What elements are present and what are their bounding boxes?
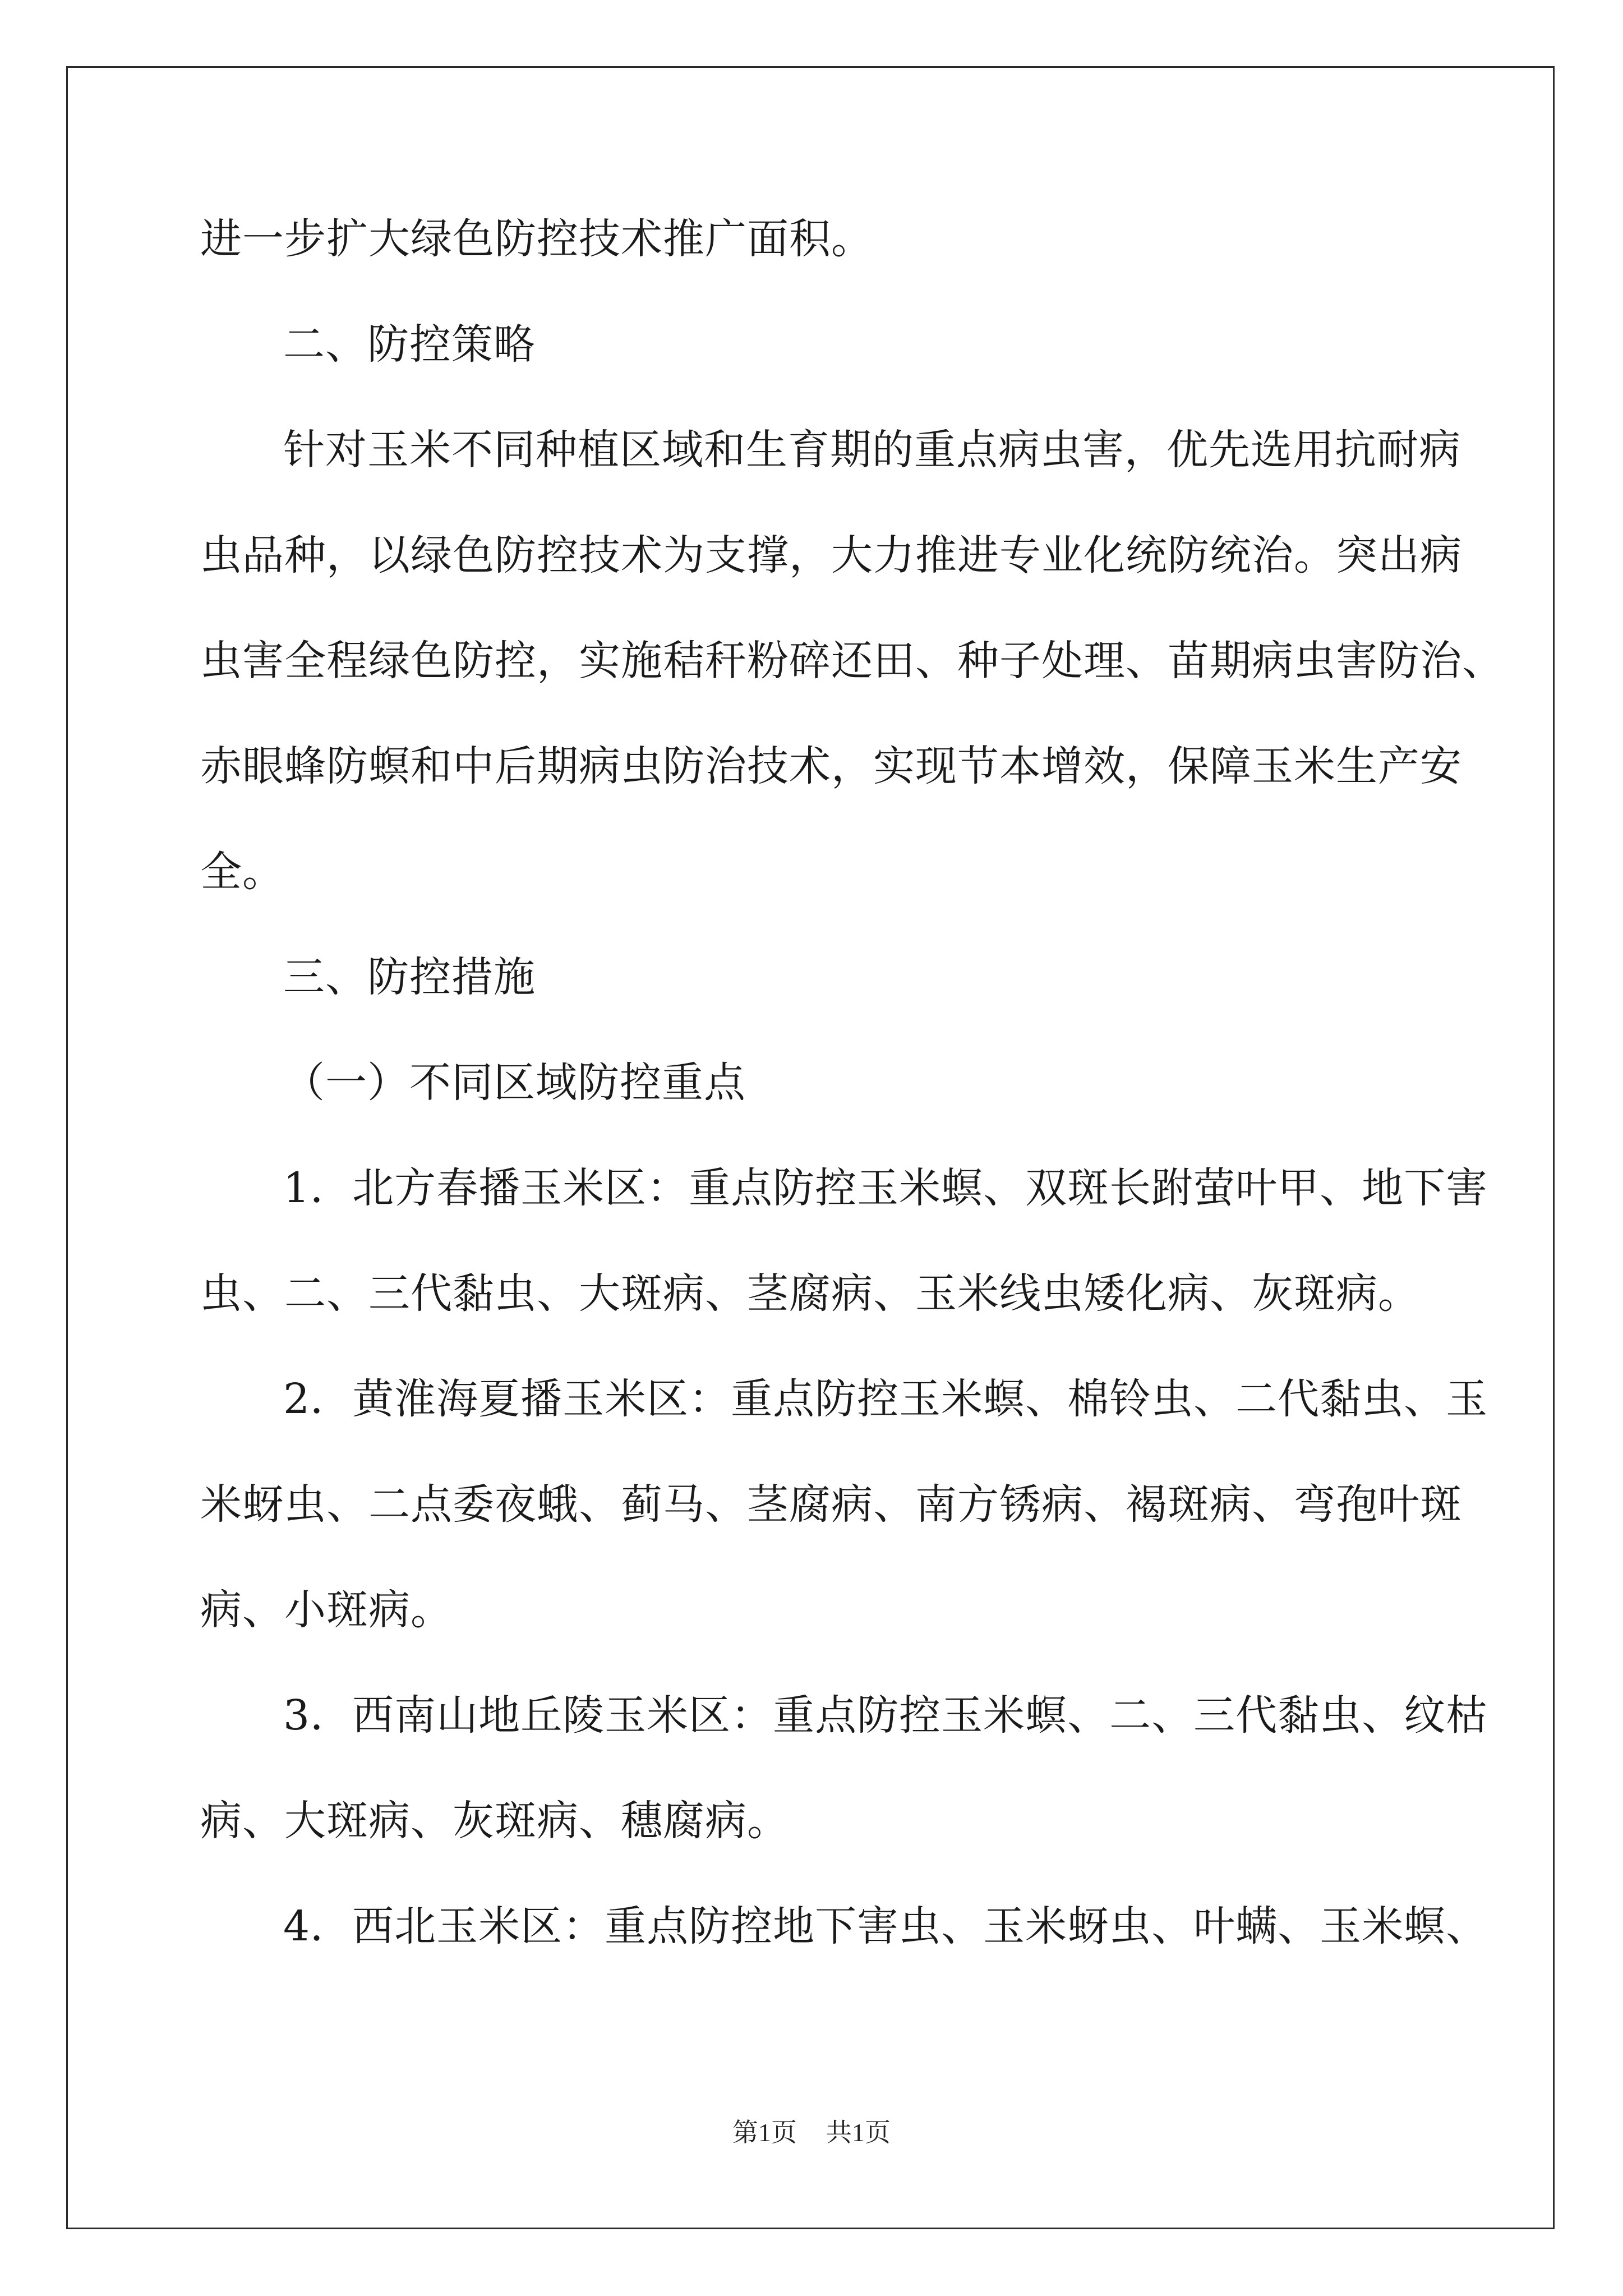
subsection-heading: （一）不同区域防控重点	[283, 1059, 746, 1107]
page-footer	[0, 2117, 1623, 2148]
paragraph-line: 进一步扩大绿色防控技术推广面积。	[200, 215, 873, 263]
paragraph-line: 赤眼蜂防螟和中后期病虫防治技术，实现节本增效，保障玉米生产安	[200, 742, 1462, 790]
section-heading: 二、防控策略	[283, 320, 536, 369]
paragraph-line: 病、小斑病。	[200, 1586, 453, 1634]
section-heading: 三、防控措施	[283, 953, 536, 1001]
page-number-total: 共1页	[826, 2118, 891, 2147]
paragraph-line: 全。	[200, 848, 284, 896]
paragraph-line: 3．西南山地丘陵玉米区：重点防控玉米螟、二、三代黏虫、纹枯	[283, 1691, 1488, 1740]
paragraph-line: 虫品种，以绿色防控技术为支撑，大力推进专业化统防统治。突出病	[200, 531, 1462, 579]
paragraph-line: 虫、二、三代黏虫、大斑病、茎腐病、玉米线虫矮化病、灰斑病。	[200, 1269, 1420, 1318]
paragraph-line: 虫害全程绿色防控，实施秸秆粉碎还田、种子处理、苗期病虫害防治、	[200, 637, 1504, 685]
paragraph-line: 病、大斑病、灰斑病、穗腐病。	[200, 1797, 789, 1845]
paragraph-line: 4．西北玉米区：重点防控地下害虫、玉米蚜虫、叶螨、玉米螟、	[283, 1902, 1488, 1950]
paragraph-line: 针对玉米不同种植区域和生育期的重点病虫害，优先选用抗耐病	[283, 426, 1461, 474]
page-number-current: 第1页	[732, 2118, 797, 2147]
paragraph-line: 1．北方春播玉米区：重点防控玉米螟、双斑长跗萤叶甲、地下害	[283, 1164, 1488, 1212]
paragraph-line: 2．黄淮海夏播玉米区：重点防控玉米螟、棉铃虫、二代黏虫、玉	[283, 1375, 1488, 1423]
paragraph-line: 米蚜虫、二点委夜蛾、蓟马、茎腐病、南方锈病、褐斑病、弯孢叶斑	[200, 1480, 1462, 1529]
